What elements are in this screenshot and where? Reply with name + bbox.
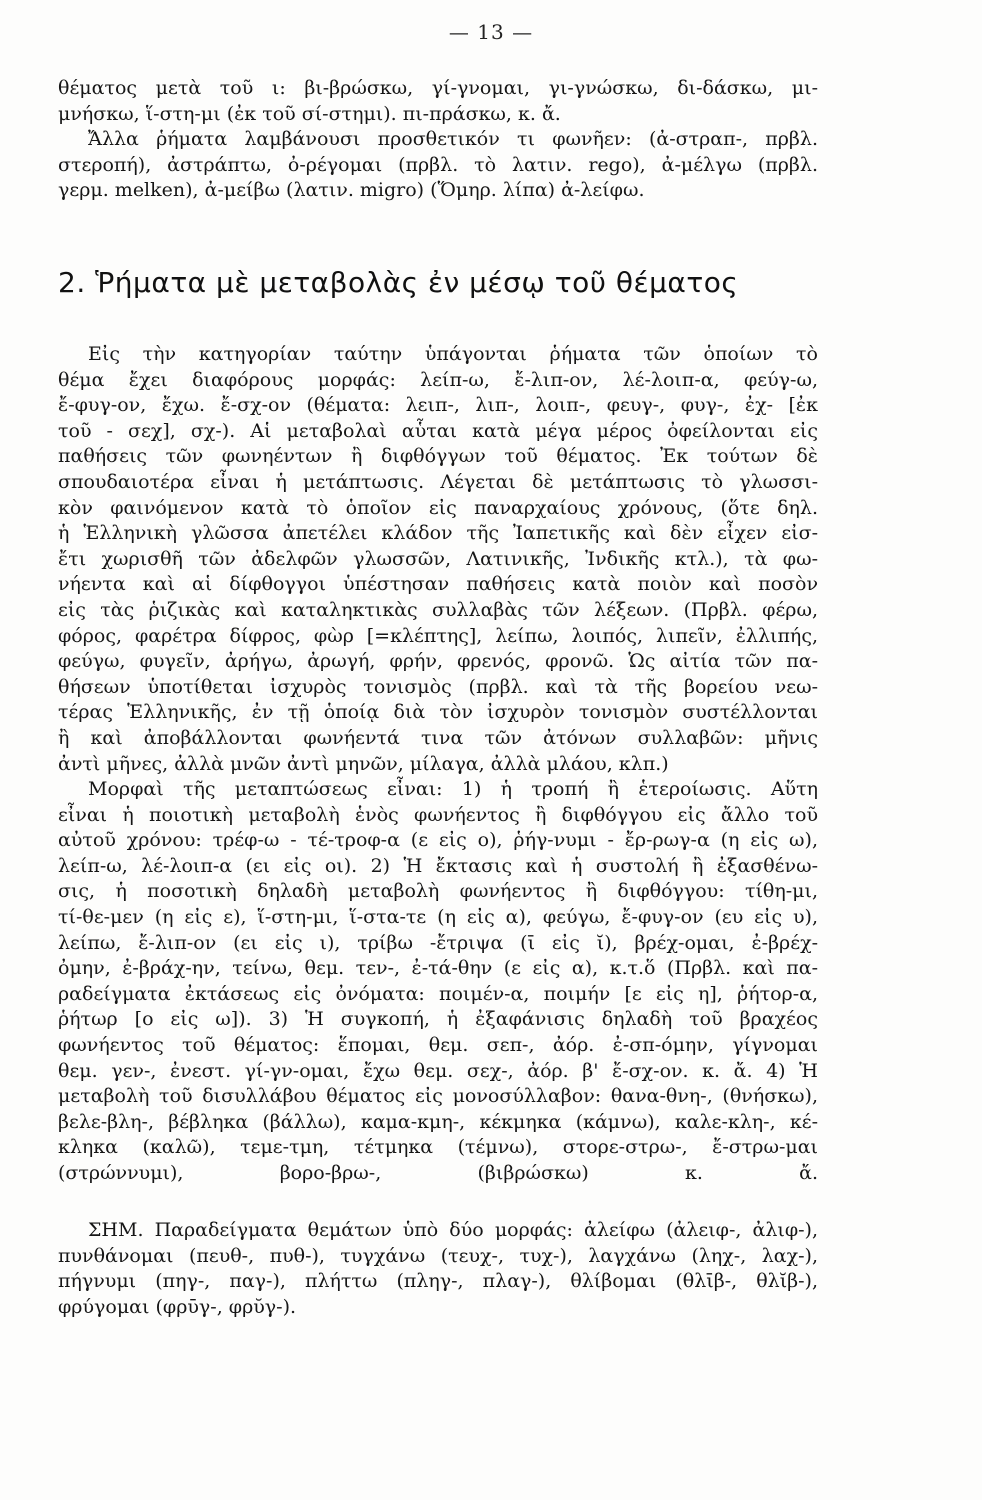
- text-line: φεύγω, φυγεῖν, ἀρήγω, ἀρωγή, φρήν, φρενός, φρονῶ. Ὡς αἰτία τῶν πα-: [58, 650, 818, 673]
- text-line: θέμα ἔχει διαφόρους μορφάς: λείπ-ω, ἔ-λιπ-ον, λέ-λοιπ-α, φεύγ-ω,: [58, 368, 818, 391]
- text-line: ΣΗΜ. Παραδείγματα θεμάτων ὑπὸ δύο μορφάς: ἀλείφω (ἀλειφ-, ἀλιφ-),: [88, 1219, 818, 1242]
- text-line: ὀμην, ἐ-βράχ-ην, τείνω, θεμ. τεν-, ἐ-τά-θην (ε εἰς α), κ.τ.ὅ (Πρβλ. καὶ πα-: [58, 957, 818, 980]
- note-paragraph: [58, 1218, 818, 1320]
- text-line: ἔτι χωρισθῆ τῶν ἀδελφῶν γλωσσῶν, Λατινικῆς, Ἰνδικῆς κτλ.), τὰ φω-: [58, 547, 818, 570]
- text-line: πήγνυμι (πηγ-, παγ-), πλήττω (πληγ-, πλαγ-), θλίβομαι (θλῑβ-, θλῐβ-),: [58, 1270, 818, 1293]
- text-line: στεροπή), ἀστράπτω, ὀ-ρέγομαι (πρβλ. τὸ λατιν. rego), ἀ-μέλγω (πρβλ.: [58, 153, 818, 176]
- text-line: θεμ. γεν-, ἐνεστ. γί-γν-ομαι, ἔχω θεμ. σεχ-, ἀόρ. β' ἔ-σχ-ον. κ. ἄ. 4) Ἡ: [58, 1059, 818, 1082]
- intro-paragraph: [58, 76, 818, 204]
- text-line: τί-θε-μεν (η εἰς ε), ἵ-στη-μι, ἵ-στα-τε (η εἰς α), φεύγω, ἔ-φυγ-ον (ευ εἰς υ),: [58, 906, 818, 929]
- section-heading: 2. Ῥήματα μὲ μεταβολὰς ἐν μέσῳ τοῦ θέματος: [58, 266, 739, 299]
- text-line: πυνθάνομαι (πευθ-, πυθ-), τυγχάνω (τευχ-, τυχ-), λαγχάνω (ληχ-, λαχ-),: [58, 1244, 818, 1267]
- text-line: σπουδαιοτέρα εἶναι ἡ μετάπτωσις. Λέγεται δὲ μετάπτωσις τὸ γλωσσι-: [58, 470, 818, 493]
- text-line: φρύγομαι (φρῡγ-, φρῠγ-).: [58, 1295, 297, 1318]
- text-line: θήσεων ὑποτίθεται ἰσχυρὸς τονισμὸς (πρβλ. καὶ τὰ τῆς βορείου νεω-: [58, 675, 818, 698]
- text-line: ἢ καὶ ἀποβάλλονται φωνήεντά τινα τῶν ἀτόνων συλλαβῶν: μῆνις: [58, 726, 818, 749]
- text-line: φωνήεντος τοῦ θέματος: ἕπομαι, θεμ. σεπ-, ἀόρ. ἐ-σπ-όμην, γίγνομαι: [58, 1034, 818, 1057]
- text-line: γερμ. melken), ἀ-μείβω (λατιν. migro) (Ὅμηρ. λίπα) ἀ-λείφω.: [58, 179, 645, 202]
- text-line: ῥήτωρ [ο εἰς ω]). 3) Ἡ συγκοπή, ἡ ἐξαφάνισις δηλαδὴ τοῦ βραχέος: [58, 1008, 818, 1031]
- text-line: κὸν φαινόμενον κατὰ τὸ ὁποῖον εἰς παναρχαίους χρόνους, (ὅτε δηλ.: [58, 496, 818, 519]
- text-line: ἡ Ἑλληνικὴ γλῶσσα ἀπετέλει κλάδον τῆς Ἰαπετικῆς καὶ δὲν εἶχεν εἰσ-: [58, 522, 818, 545]
- text-line: (στρώννυμι), βορο-βρω-, (βιβρώσκω) κ. ἄ.: [58, 1162, 818, 1184]
- text-line: ἔ-φυγ-ον, ἔχω. ἔ-σχ-ον (θέματα: λειπ-, λιπ-, λοιπ-, φευγ-, φυγ-, ἐχ- [ἐκ: [58, 394, 818, 417]
- text-line: εἰς τὰς ῥιζικὰς καὶ καταληκτικὰς συλλαβὰς τῶν λέξεων. (Πρβλ. φέρω,: [58, 598, 818, 621]
- text-line: σις, ἡ ποσοτικὴ δηλαδὴ μεταβολὴ φωνήεντος ἢ διφθόγγου: τίθη-μι,: [58, 880, 818, 903]
- text-line: εἶναι ἡ ποιοτικὴ μεταβολὴ ἑνὸς φωνήεντος ἢ διφθόγγου εἰς ἄλλο τοῦ: [58, 803, 818, 826]
- text-line: λείπω, ἔ-λιπ-ον (ει εἰς ι), τρίβω -ἔτριψα (ῑ εἰς ῐ), βρέχ-ομαι, ἐ-βρέχ-: [58, 931, 818, 954]
- text-line: Μορφαὶ τῆς μεταπτώσεως εἶναι: 1) ἡ τροπή ἢ ἑτεροίωσις. Αὕτη: [88, 778, 818, 801]
- text-line: νήεντα καὶ αἱ δίφθογγοι ὑπέστησαν παθήσεις κατὰ ποιὸν καὶ ποσὸν: [58, 573, 818, 596]
- text-line: φόρος, φαρέτρα δίφρος, φὼρ [=κλέπτης], λείπω, λοιπός, λιπεῖν, ἐλλιπής,: [58, 624, 818, 647]
- text-line: ἀντὶ μῆνες, ἀλλὰ μνῶν ἀντὶ μηνῶν, μίλαγα, ἀλλὰ μλάου, κλπ.): [58, 752, 669, 775]
- text-line: λείπ-ω, λέ-λοιπ-α (ει εἰς οι). 2) Ἡ ἔκτασις καὶ ἡ συστολή ἢ ἐξασθένω-: [58, 854, 818, 877]
- main-paragraph: [58, 342, 818, 1321]
- text-line: βελε-βλη-, βέβληκα (βάλλω), καμα-κμη-, κέκμηκα (κάμνω), καλε-κλη-, κέ-: [58, 1110, 818, 1133]
- page-number: — 13 —: [448, 20, 534, 44]
- text-line: τέρας Ἑλληνικῆς, ἐν τῇ ὁποίᾳ διὰ τὸν ἰσχυρὸν τονισμὸν συστέλλονται: [58, 701, 818, 724]
- text-line: Ἄλλα ῥήματα λαμβάνουσι προσθετικόν τι φωνῆεν: (ἀ-στραπ-, πρβλ.: [88, 128, 818, 151]
- text-line: μνήσκω, ἵ-στη-μι (ἐκ τοῦ σί-στημι). πι-πράσκω, κ. ἄ.: [58, 102, 561, 125]
- text-line: κληκα (καλῶ), τεμε-τμη, τέτμηκα (τέμνω), στορε-στρω-, ἔ-στρω-μαι: [58, 1136, 818, 1159]
- text-line: ραδείγματα ἐκτάσεως εἰς ὀνόματα: ποιμέν-α, ποιμήν [ε εἰς η], ῥήτορ-α,: [58, 982, 818, 1005]
- text-line: παθήσεις τῶν φωνηέντων ἢ διφθόγγων τοῦ θέματος. Ἐκ τούτων δὲ: [58, 445, 818, 468]
- text-line: θέματος μετὰ τοῦ ι: βι-βρώσκω, γί-γνομαι, γι-γνώσκω, δι-δάσκω, μι-: [58, 77, 818, 99]
- text-line: [58, 1187, 818, 1213]
- text-line: μεταβολὴ τοῦ δισυλλάβου θέματος εἰς μονοσύλλαβον: θανα-θνη-, (θνήσκω),: [58, 1085, 818, 1108]
- text-line: Εἰς τὴν κατηγορίαν ταύτην ὑπάγονται ῥήματα τῶν ὁποίων τὸ: [88, 343, 818, 365]
- text-line: αὐτοῦ χρόνου: τρέφ-ω - τέ-τροφ-α (ε εἰς ο), ῥήγ-νυμι - ἔρ-ρωγ-α (η εἰς ω),: [58, 829, 818, 852]
- text-line: τοῦ - σεχ], σχ-). Αἱ μεταβολαὶ αὗται κατὰ μέγα μέρος ὀφείλονται εἰς: [58, 419, 818, 442]
